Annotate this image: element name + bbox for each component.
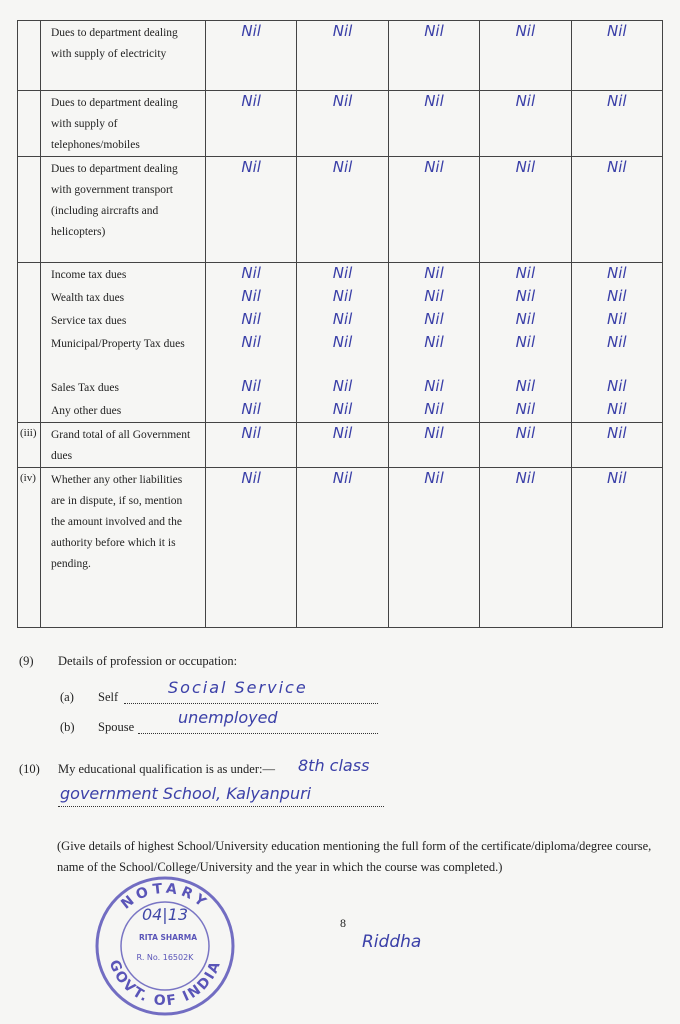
handwritten-value-cell: Nil [206,332,297,376]
stamp-name: RITA SHARMA [138,933,198,942]
qualification-value-line2: government School, Kalyanpuri [60,784,312,803]
row-description: Dues to department dealing with supply of electricity [41,21,206,91]
handwritten-value-cell: Nil [297,376,388,399]
qualification-dotted-line [58,806,384,807]
spouse-dotted-line [138,733,378,734]
handwritten-value-cell: Nil [480,399,571,423]
handwritten-value-cell: Nil [388,399,479,423]
table-row [18,376,663,399]
row-number [18,21,41,91]
section9-a-label: (a) [60,690,74,704]
row-description: Any other dues [41,399,206,423]
handwritten-value-cell: Nil [571,286,662,309]
handwritten-value-cell: Nil [388,376,479,399]
handwritten-value-cell: Nil [571,21,662,91]
handwritten-value-cell: Nil [571,263,662,287]
dues-table [17,20,663,628]
handwritten-value-cell: Nil [571,376,662,399]
handwritten-value-cell: Nil [480,91,571,157]
handwritten-value-cell: Nil [297,157,388,263]
handwritten-value-cell: Nil [206,376,297,399]
handwritten-value-cell: Nil [206,91,297,157]
section10-title: My educational qualification is as under:— [58,762,275,776]
handwritten-value-cell: Nil [480,309,571,332]
table-row [18,263,663,287]
handwritten-value-cell: Nil [297,91,388,157]
spouse-label: Spouse [98,720,135,734]
handwritten-value-cell: Nil [388,423,479,468]
row-number [18,399,41,423]
spouse-value: unemployed [178,708,278,727]
page-number: 8 [340,916,346,930]
row-description: Income tax dues [41,263,206,287]
row-description: Dues to department dealing with government transport (including aircrafts and helicopters) [41,157,206,263]
handwritten-value-cell: Nil [388,263,479,287]
row-description: Municipal/Property Tax dues [41,332,206,376]
row-number [18,332,41,376]
handwritten-value-cell: Nil [388,157,479,263]
handwritten-value-cell: Nil [297,332,388,376]
row-description: Whether any other liabilities are in dispute, if so, mention the amount involved and the authority before which it is pending. [41,468,206,628]
handwritten-value-cell: Nil [571,91,662,157]
handwritten-value-cell: Nil [388,21,479,91]
handwritten-value-cell: Nil [571,468,662,628]
table-row [18,21,663,91]
section9-number: (9) [19,654,34,668]
handwritten-value-cell: Nil [297,263,388,287]
handwritten-value-cell: Nil [297,286,388,309]
handwritten-value-cell: Nil [571,157,662,263]
row-number: (iv) [18,468,41,628]
handwritten-value-cell: Nil [388,332,479,376]
self-dotted-line [124,703,378,704]
stamp-date: 04|13 [141,905,189,924]
table-row [18,423,663,468]
row-number [18,376,41,399]
handwritten-value-cell: Nil [571,309,662,332]
handwritten-value-cell: Nil [297,468,388,628]
handwritten-value-cell: Nil [480,286,571,309]
section10-number: (10) [19,762,40,776]
handwritten-value-cell: Nil [571,423,662,468]
handwritten-value-cell: Nil [206,423,297,468]
handwritten-value-cell: Nil [297,21,388,91]
self-value: Social Service [168,678,308,697]
handwritten-value-cell: Nil [571,332,662,376]
dues-table-body [18,21,663,628]
handwritten-value-cell: Nil [480,423,571,468]
handwritten-value-cell: Nil [480,468,571,628]
table-row [18,157,663,263]
row-description: Wealth tax dues [41,286,206,309]
handwritten-value-cell: Nil [206,263,297,287]
row-number [18,309,41,332]
row-number: (iii) [18,423,41,468]
handwritten-value-cell: Nil [206,309,297,332]
row-number [18,91,41,157]
section9-title: Details of profession or occupation: [58,654,238,668]
row-description: Dues to department dealing with supply of telephones/mobiles [41,91,206,157]
handwritten-value-cell: Nil [480,376,571,399]
row-number [18,286,41,309]
handwritten-value-cell: Nil [297,399,388,423]
handwritten-value-cell: Nil [297,423,388,468]
section9-b-label: (b) [60,720,75,734]
row-description: Grand total of all Government dues [41,423,206,468]
table-row [18,91,663,157]
table-row [18,399,663,423]
handwritten-value-cell: Nil [388,91,479,157]
handwritten-value-cell: Nil [206,157,297,263]
table-row [18,468,663,628]
handwritten-value-cell: Nil [480,21,571,91]
row-description: Service tax dues [41,309,206,332]
handwritten-value-cell: Nil [388,309,479,332]
table-row [18,286,663,309]
notary-stamp [90,868,240,1018]
handwritten-value-cell: Nil [480,157,571,263]
table-row [18,309,663,332]
row-number [18,263,41,287]
row-number [18,157,41,263]
handwritten-value-cell: Nil [206,399,297,423]
handwritten-value-cell: Nil [480,263,571,287]
handwritten-value-cell: Nil [571,399,662,423]
self-label: Self [98,690,119,704]
qualification-value-line1: 8th class [298,756,370,775]
handwritten-value-cell: Nil [206,286,297,309]
table-row [18,332,663,376]
stamp-reg: R. No. 16502K [136,953,194,962]
row-description: Sales Tax dues [41,376,206,399]
handwritten-value-cell: Nil [206,21,297,91]
handwritten-value-cell: Nil [297,309,388,332]
qualification-note: (Give details of highest School/University education mentioning the full form of the certificate/diploma/degree course, name of the School/College/University and the year in which the course was completed.) [57,839,652,874]
stamp-bottom-text: GOVT. OF INDIA [105,957,225,1010]
handwritten-value-cell: Nil [480,332,571,376]
handwritten-value-cell: Nil [206,468,297,628]
signature: Riddha [362,932,422,952]
stamp-top-text: NOTARY [118,880,212,913]
handwritten-value-cell: Nil [388,286,479,309]
handwritten-value-cell: Nil [388,468,479,628]
